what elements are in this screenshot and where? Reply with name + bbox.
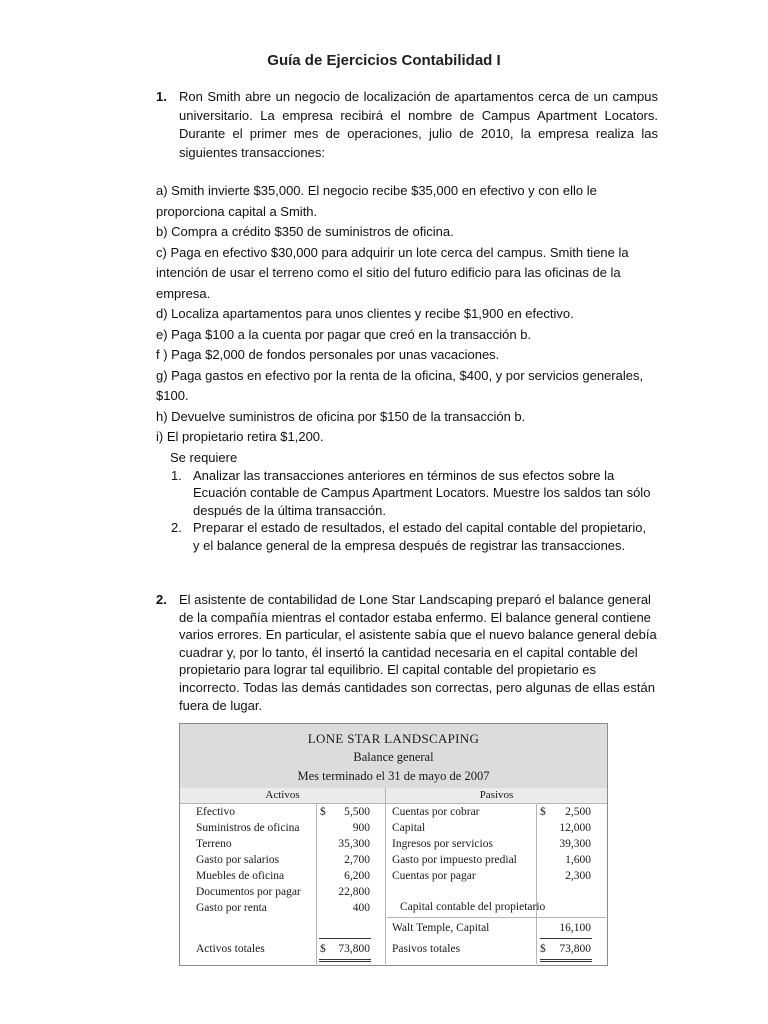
asset-label: Efectivo [196, 806, 235, 818]
list-text: Analizar las transacciones anteriores en términos de sus efectos sobre la Ecuación contable de Campus Apartment Locators. Muestre los saldos tan sólo después de la última transacción. [193, 467, 651, 518]
currency-sign: $ [540, 943, 546, 955]
transaction-item: b) Compra a crédito $350 de suministros de oficina. [156, 224, 454, 239]
transaction-item: a) Smith invierte $35,000. El negocio recibe $35,000 en efectivo y con ello le proporciona capital a Smith. [156, 183, 597, 219]
asset-label: Documentos por pagar [196, 886, 301, 898]
currency-sign: $ [320, 806, 326, 818]
divider [387, 917, 606, 918]
equity-heading: Capital contable del propietario [400, 901, 546, 913]
asset-amount: 35,300 [338, 838, 370, 850]
transaction-item: f ) Paga $2,000 de fondos personales por unas vacaciones. [156, 347, 500, 362]
liability-amount: 1,600 [565, 854, 591, 866]
liabilities-total-label: Pasivos totales [392, 943, 461, 955]
question-2 [156, 591, 658, 714]
transaction-item: c) Paga en efectivo $30,000 para adquirir un lote cerca del campus. Smith tiene la intención de usar el terreno como el sitio del futuro edificio para las oficinas de la empresa. [156, 244, 629, 301]
list-item [171, 519, 651, 554]
list-number: 1. [171, 467, 182, 483]
column-divider [316, 804, 317, 964]
equity-amount: 16,100 [559, 922, 591, 934]
asset-label: Terreno [196, 838, 232, 850]
liability-label: Ingresos por servicios [392, 838, 493, 850]
balance-sheet [179, 723, 608, 966]
equity-label: Walt Temple, Capital [392, 922, 490, 934]
total-double-rule [540, 959, 592, 962]
liability-amount: 2,300 [565, 870, 591, 882]
liabilities-heading: Pasivos [386, 788, 607, 804]
statement-name: Balance general [353, 750, 434, 764]
liabilities-total-amount: 73,800 [559, 943, 591, 955]
page-title: Guía de Ejercicios Contabilidad I [267, 52, 501, 69]
column-divider [385, 788, 386, 964]
subtotal-rule [540, 938, 592, 939]
liability-label: Capital [392, 822, 426, 834]
liability-label: Cuentas por cobrar [392, 806, 480, 818]
list-number: 2. [171, 520, 182, 536]
asset-label: Gasto por renta [196, 902, 267, 914]
currency-sign: $ [540, 806, 546, 818]
statement-period: Mes terminado el 31 de mayo de 2007 [297, 769, 490, 783]
liability-label: Cuentas por pagar [392, 870, 476, 882]
currency-sign: $ [320, 943, 326, 955]
asset-amount: 400 [352, 902, 370, 914]
asset-amount: 900 [352, 822, 370, 834]
transaction-item: h) Devuelve suministros de oficina por $150 de la transacción b. [156, 408, 526, 424]
requirements [171, 449, 651, 555]
liability-amount: 12,000 [559, 822, 591, 834]
subtotal-rule [319, 938, 371, 939]
question-number: 2. [156, 592, 167, 607]
asset-amount: 6,200 [344, 870, 370, 882]
transaction-item: d) Localiza apartamentos para unos clientes y recibe $1,900 en efectivo. [156, 306, 574, 321]
asset-amount: 2,700 [344, 854, 370, 866]
assets-total-label: Activos totales [196, 943, 265, 955]
asset-label: Suministros de oficina [196, 822, 300, 834]
asset-label: Gasto por salarios [196, 854, 280, 866]
balance-sheet-header [180, 724, 607, 789]
transaction-item: e) Paga $100 a la cuenta por pagar que creó en la transacción b. [156, 326, 532, 342]
assets-heading: Activos [180, 788, 385, 804]
liability-label: Gasto por impuesto predial [392, 854, 517, 866]
transaction-item: i) El propietario retira $1,200. [156, 429, 324, 444]
question-text: El asistente de contabilidad de Lone Star Landscaping preparó el balance general de la compañía mientras el contador estaba enfermo. El balance general contiene varios errores. En particular, el asistente sabía que el nuevo balance general debía cuadrar y, por lo tanto, él insertó la cantidad necesaria en el capital contable del propietario para lograr tal equilibrio. El capital contable del propietario es incorrecto. Todas las demás cantidades son correctas, pero algunas de ellas están fuera de lugar. [179, 592, 657, 713]
list-item [171, 467, 651, 520]
liability-amount: 2,500 [565, 806, 591, 818]
total-double-rule [319, 959, 371, 962]
asset-label: Muebles de oficina [196, 870, 285, 882]
liability-amount: 39,300 [559, 838, 591, 850]
company-name: LONE STAR LANDSCAPING [307, 731, 480, 746]
question-number: 1. [156, 89, 167, 104]
question-1 [156, 88, 658, 162]
requirements-list [171, 467, 651, 555]
transaction-item: g) Paga gastos en efectivo por la renta de la oficina, $400, y por servicios generales, $100. [156, 367, 644, 403]
requirements-heading: Se requiere [170, 450, 238, 465]
asset-amount: 22,800 [338, 886, 370, 898]
assets-total-amount: 73,800 [338, 943, 370, 955]
column-divider [536, 804, 537, 964]
asset-amount: 5,500 [344, 806, 370, 818]
question-text: Ron Smith abre un negocio de localización de apartamentos cerca de un campus universitario. La empresa recibirá el nombre de Campus Apartment Locators. Durante el primer mes de operaciones, julio de 2010, la empresa realiza las siguientes transacciones: [179, 89, 658, 160]
list-text: Preparar el estado de resultados, el estado del capital contable del propietario, y el balance general de la empresa después de registrar las transacciones. [193, 520, 647, 553]
transaction-list [156, 181, 660, 448]
